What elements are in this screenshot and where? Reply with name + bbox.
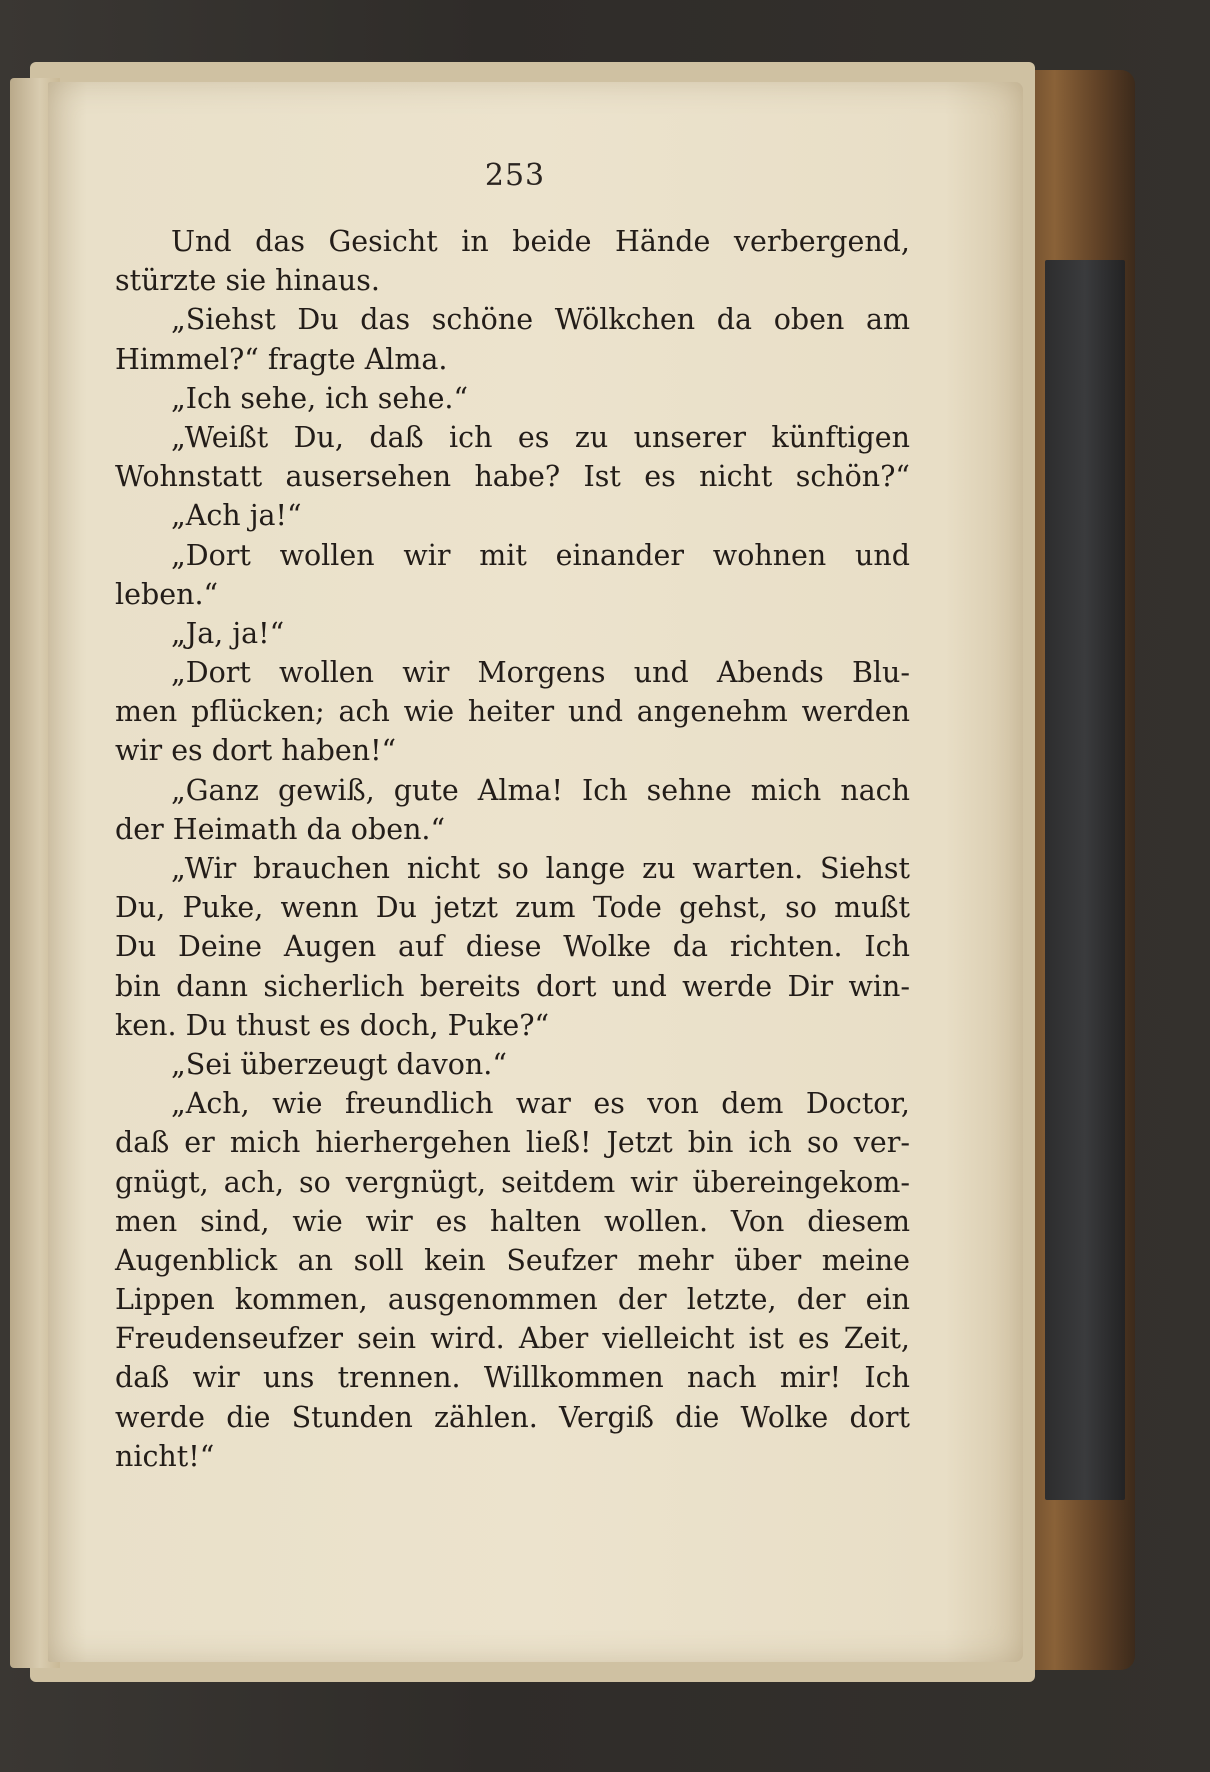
text-line: gnügt, ach, so vergnügt, seitdem wir übereingekom- <box>115 1165 910 1199</box>
text-line: Augenblick an soll kein Seufzer mehr über meine <box>115 1243 910 1277</box>
text-line: stürzte sie hinaus. <box>115 264 380 298</box>
text-line: men pflücken; ach wie heiter und angenehm werden <box>115 695 910 729</box>
text-line: „Siehst Du das schöne Wölkchen da oben am <box>171 303 910 337</box>
text-line: „Ich sehe, ich sehe.“ <box>171 381 469 415</box>
text-line: „Ach ja!“ <box>171 499 302 533</box>
text-line: werde die Stunden zählen. Vergiß die Wolke dort <box>115 1400 910 1434</box>
text-line: Himmel?“ fragte Alma. <box>115 342 448 376</box>
text-line: Lippen kommen, ausgenommen der letzte, der ein <box>115 1283 910 1317</box>
text-line: Freudenseufzer sein wird. Aber vielleicht ist es Zeit, <box>115 1322 910 1356</box>
text-line: der Heimath da oben.“ <box>115 812 446 846</box>
text-line: men sind, wie wir es halten wollen. Von diesem <box>115 1204 910 1238</box>
text-line: Du Deine Augen auf diese Wolke da richten. Ich <box>115 930 910 964</box>
text-line: „Ganz gewiß, gute Alma! Ich sehne mich nach <box>171 773 910 807</box>
page-text <box>115 222 910 1476</box>
book-cover-cloth <box>1045 260 1125 1500</box>
text-line: Wohnstatt ausersehen habe? Ist es nicht schön?“ <box>115 460 910 494</box>
text-line: „Sei überzeugt davon.“ <box>171 1047 507 1081</box>
text-line: bin dann sicherlich bereits dort und werde Dir win- <box>115 969 910 1003</box>
text-line: daß wir uns trennen. Willkommen nach mir! Ich <box>115 1361 910 1395</box>
text-line: nicht!“ <box>115 1439 215 1473</box>
text-line: „Dort wollen wir mit einander wohnen und <box>171 538 910 572</box>
page-number: 253 <box>484 158 546 193</box>
text-line: „Wir brauchen nicht so lange zu warten. Siehst <box>171 852 910 885</box>
text-line: Und das Gesicht in beide Hände verbergend, <box>171 225 910 258</box>
text-line: „Ach, wie freundlich war es von dem Doctor, <box>171 1087 910 1121</box>
text-line: Du, Puke, wenn Du jetzt zum Tode gehst, so mußt <box>115 891 910 925</box>
text-line: „Dort wollen wir Morgens und Abends Blu- <box>171 656 910 690</box>
text-line: „Weißt Du, daß ich es zu unserer künftigen <box>171 420 910 454</box>
text-line: „Ja, ja!“ <box>171 616 285 650</box>
text-line: leben.“ <box>115 577 219 611</box>
text-line: ken. Du thust es doch, Puke?“ <box>115 1008 550 1042</box>
text-line: wir es dort haben!“ <box>115 734 397 768</box>
text-line: daß er mich hierhergehen ließ! Jetzt bin ich so ver- <box>115 1126 910 1160</box>
